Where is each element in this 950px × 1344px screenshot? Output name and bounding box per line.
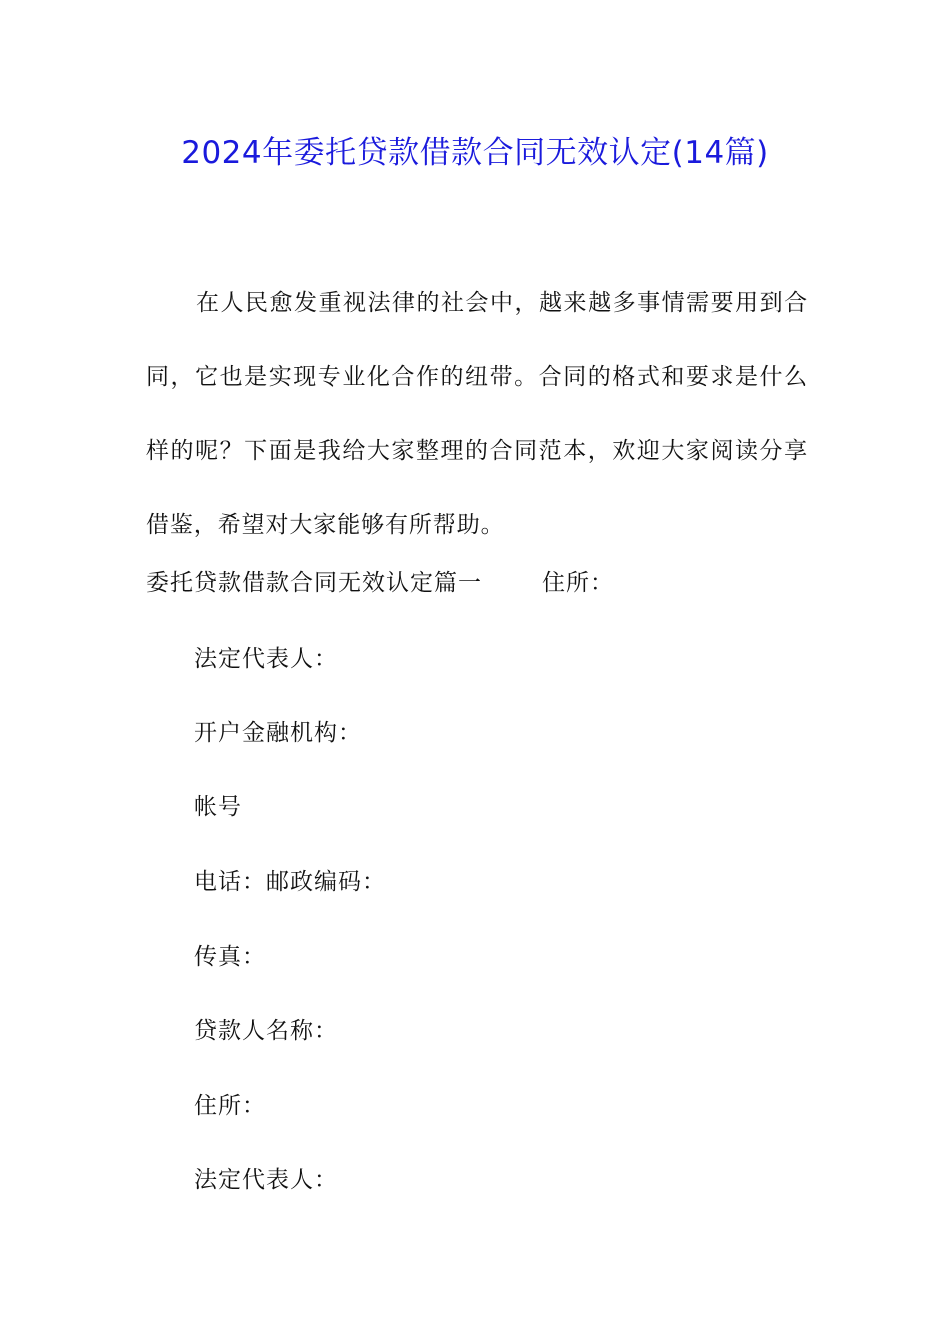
field-legal-representative: 法定代表人： xyxy=(194,646,338,672)
field-lender-name: 贷款人名称： xyxy=(194,1018,338,1044)
field-lender-address: 住所： xyxy=(194,1093,266,1119)
section-heading-line xyxy=(146,563,614,603)
field-bank: 开户金融机构： xyxy=(194,720,362,746)
section-heading: 委托贷款借款合同无效认定篇一 xyxy=(146,570,482,596)
field-phone-postcode: 电话：邮政编码： xyxy=(194,869,386,895)
field-fax: 传真： xyxy=(194,944,266,970)
field-account-number: 帐号 xyxy=(194,794,242,820)
document-title: 2024年委托贷款借款合同无效认定(14篇) xyxy=(181,135,769,171)
field-lender-legal-representative: 法定代表人： xyxy=(194,1167,338,1193)
section-heading-field: 住所： xyxy=(542,570,614,596)
intro-paragraph: 在人民愈发重视法律的社会中，越来越多事情需要用到合同，它也是实现专业化合作的纽带。合同的格式和要求是什么样的呢？下面是我给大家整理的合同范本，欢迎大家阅读分享借鉴，希望对大家能够有所帮助。 xyxy=(146,290,808,538)
